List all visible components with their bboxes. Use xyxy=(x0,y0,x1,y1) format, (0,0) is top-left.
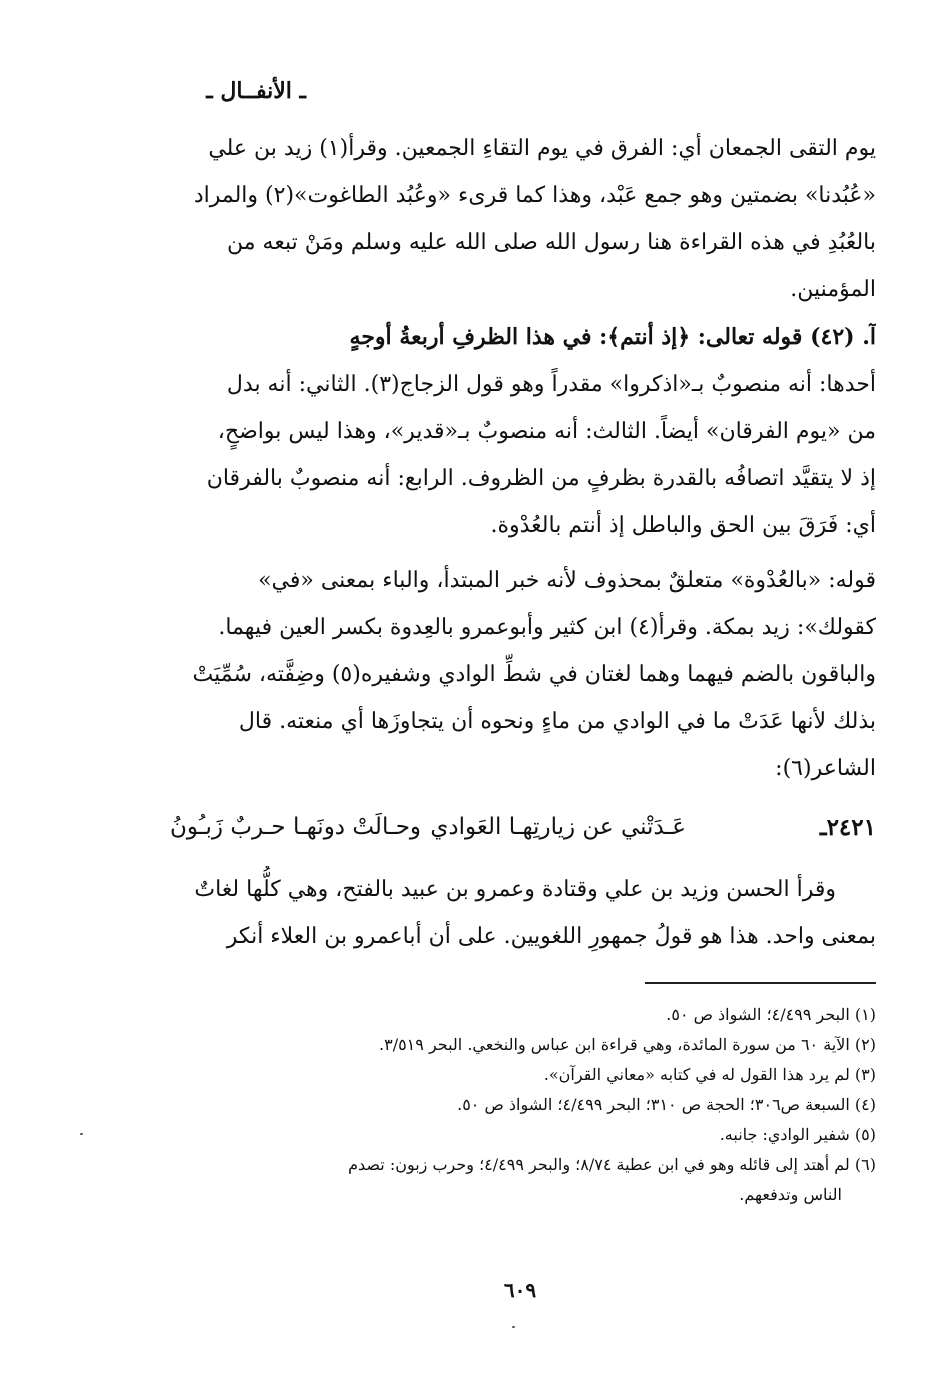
footnote xyxy=(170,1030,876,1060)
text-line: يوم التقى الجمعان أي: الفرق في يوم التقاءِ الجمعين. وقرأ(١) زيد بن علي xyxy=(208,136,876,161)
text-line: قوله: «بالعُدْوة» متعلقٌ بمحذوف لأنه خبر المبتدأ، والباء بمعنى «في» xyxy=(258,568,876,593)
text-line: إذ لا يتقيَّد اتصافُه بالقدرة بظرفٍ من الظروف. الرابع: أنه منصوبٌ بالفرقان xyxy=(206,466,876,491)
text-line: بالعُبُدِ في هذه القراءة هنا رسول الله صلى الله عليه وسلم ومَنْ تبعه من xyxy=(227,230,876,255)
footnote-number: (٣) xyxy=(854,1065,876,1084)
paragraph-4 xyxy=(170,866,876,960)
running-title: ـ الأنفــال ـ xyxy=(206,78,306,104)
footnote-text: لم يرد هذا القول له في كتابه «معاني القرآن». xyxy=(543,1065,850,1084)
scan-speck xyxy=(80,1133,83,1135)
footnotes xyxy=(170,1000,876,1210)
footnote-number: (٤) xyxy=(854,1095,876,1114)
paragraph-3 xyxy=(170,557,876,792)
footnote xyxy=(170,1120,876,1150)
paragraph-1 xyxy=(170,125,876,313)
footnote-continuation: الناس وتدفعهم. xyxy=(739,1185,842,1204)
text-line: المؤمنين. xyxy=(790,277,876,302)
footnote xyxy=(170,1060,876,1090)
verse-number: ٢٤٢١ـ xyxy=(819,814,876,841)
footnote-separator xyxy=(645,982,876,984)
footnote xyxy=(170,1000,876,1030)
text-line: أحدها: أنه منصوبٌ بـ«اذكروا» مقدراً وهو قول الزجاج(٣). الثاني: أنه بدل xyxy=(226,372,876,397)
text-line: الشاعر(٦): xyxy=(775,756,876,781)
text-line: بذلك لأنها عَدَتْ ما في الوادي من ماءٍ ونحوه أن يتجاوزَها أي منعته. قال xyxy=(238,709,876,734)
text-line: بمعنى واحد. هذا هو قولُ جمهورِ اللغويين. على أن أباعمرو بن العلاء أنكر xyxy=(226,924,876,949)
paragraph-2 xyxy=(170,314,876,549)
footnote-number: (٦) xyxy=(854,1155,876,1174)
footnote-text: البحر ٤/٤٩٩؛ الشواذ ص ٥٠. xyxy=(666,1005,850,1024)
text-line: «عُبُدنا» بضمتين وهو جمع عَبْد، وهذا كما قرىء «وعُبُد الطاغوت»(٢) والمراد xyxy=(193,183,876,208)
scan-speck xyxy=(512,1326,515,1328)
footnote-text: لم أهتد إلى قائله وهو في ابن عطية ٨/٧٤؛ والبحر ٤/٤٩٩؛ وحرب زبون: تصدم xyxy=(348,1155,850,1174)
text-line: والباقون بالضم فيهما وهما لغتان في شطِّ الوادي وشفيره(٥) وضِفَّته، سُمِّيَتْ xyxy=(192,662,876,687)
verse-hemistich-first: عَـدَتْني عن زيارتِهـا العَوادي xyxy=(430,814,686,840)
verse-hemistich-second: وحـالَتْ دونَهـا حـربٌ زَبـُونُ xyxy=(170,814,422,840)
footnote xyxy=(170,1090,876,1120)
footnote-text: الآية ٦٠ من سورة المائدة، وهي قراءة ابن عباس والنخعي. البحر ٣/٥١٩. xyxy=(379,1035,850,1054)
footnote-number: (٥) xyxy=(854,1125,876,1144)
page-number: ٦٠٩ xyxy=(503,1278,537,1302)
text-line: من «يوم الفرقان» أيضاً. الثالث: أنه منصوبٌ بـ«قدير»، وهذا ليس بواضحٍ، xyxy=(217,419,876,444)
footnote xyxy=(170,1150,876,1180)
text-line: أي: فَرَقَ بين الحق والباطل إذ أنتم بالعُدْوة. xyxy=(490,513,876,538)
footnote-number: (٢) xyxy=(854,1035,876,1054)
footnote-text: السبعة ص٣٠٦؛ الحجة ص ٣١٠؛ البحر ٤/٤٩٩؛ الشواذ ص ٥٠. xyxy=(457,1095,850,1114)
text-line: كقولك»: زيد بمكة. وقرأ(٤) ابن كثير وأبوعمرو بالعِدوة بكسر العين فيهما. xyxy=(218,615,876,640)
footnote-text: شفير الوادي: جانبه. xyxy=(719,1125,850,1144)
poetry-verse xyxy=(170,808,876,856)
footnote-number: (١) xyxy=(854,1005,876,1024)
text-line: وقرأ الحسن وزيد بن علي وقتادة وعمرو بن عبيد بالفتح، وهي كلُّها لغاتٌ xyxy=(194,877,836,902)
verse-commentary-heading: آ. (٤٢) قوله تعالى: ﴿إذ أنتم﴾: في هذا الظرفِ أربعةُ أوجهٍ xyxy=(349,324,876,350)
